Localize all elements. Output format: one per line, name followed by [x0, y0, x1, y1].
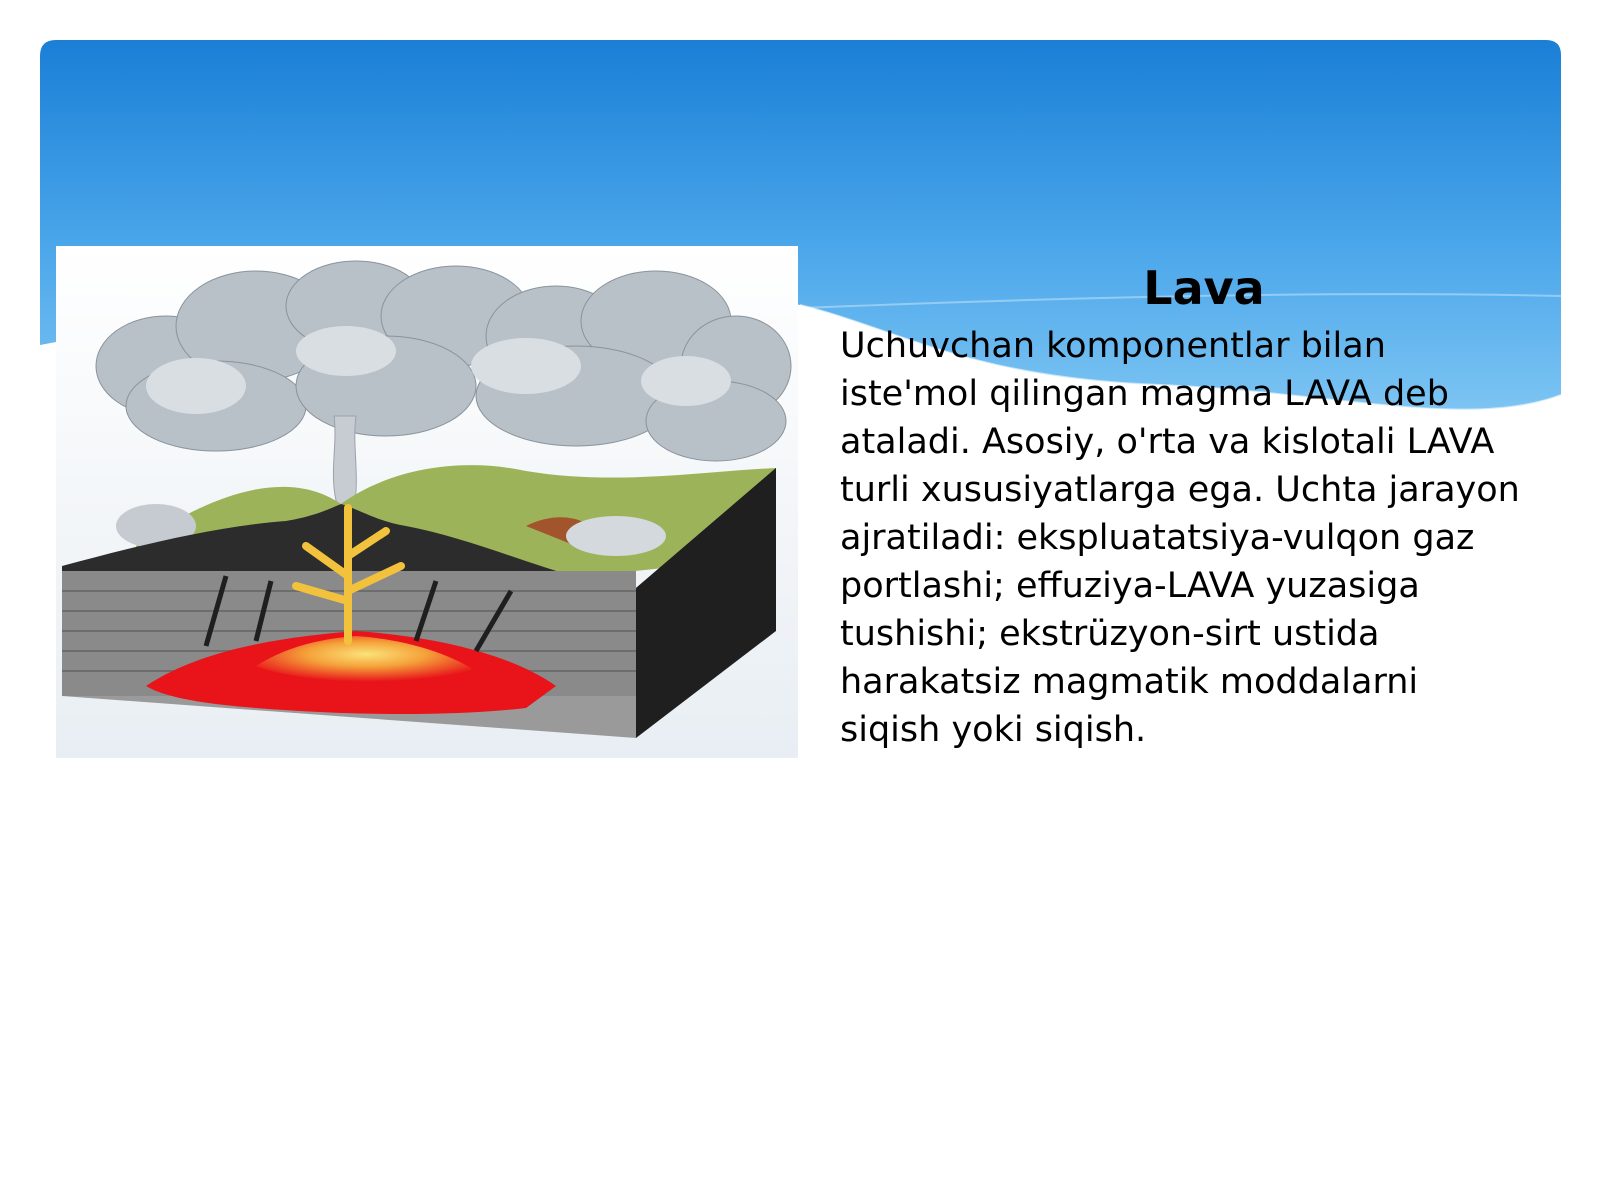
body-line: harakatsiz magmatik moddalarni [840, 662, 1419, 702]
slide-body [840, 322, 1580, 754]
body-line: siqish yoki siqish. [840, 710, 1147, 750]
volcano-illustration [56, 246, 798, 758]
body-line: turli xususiyatlarga ega. Uchta jarayon [840, 470, 1520, 510]
body-line: tushishi; ekstrüzyon-sirt ustida [840, 614, 1380, 654]
body-line: iste'mol qilingan magma LAVA deb [840, 374, 1449, 414]
slide-title: Lava [1143, 261, 1265, 315]
body-line: Uchuvchan komponentlar bilan [840, 326, 1386, 366]
body-line: portlashi; effuziya-LAVA yuzasiga [840, 566, 1420, 606]
body-line: ajratiladi: ekspluatatsiya-vulqon gaz [840, 518, 1475, 558]
volcano-cross-section-icon [56, 246, 798, 758]
body-line: ataladi. Asosiy, o'rta va kislotali LAVA [840, 422, 1495, 462]
